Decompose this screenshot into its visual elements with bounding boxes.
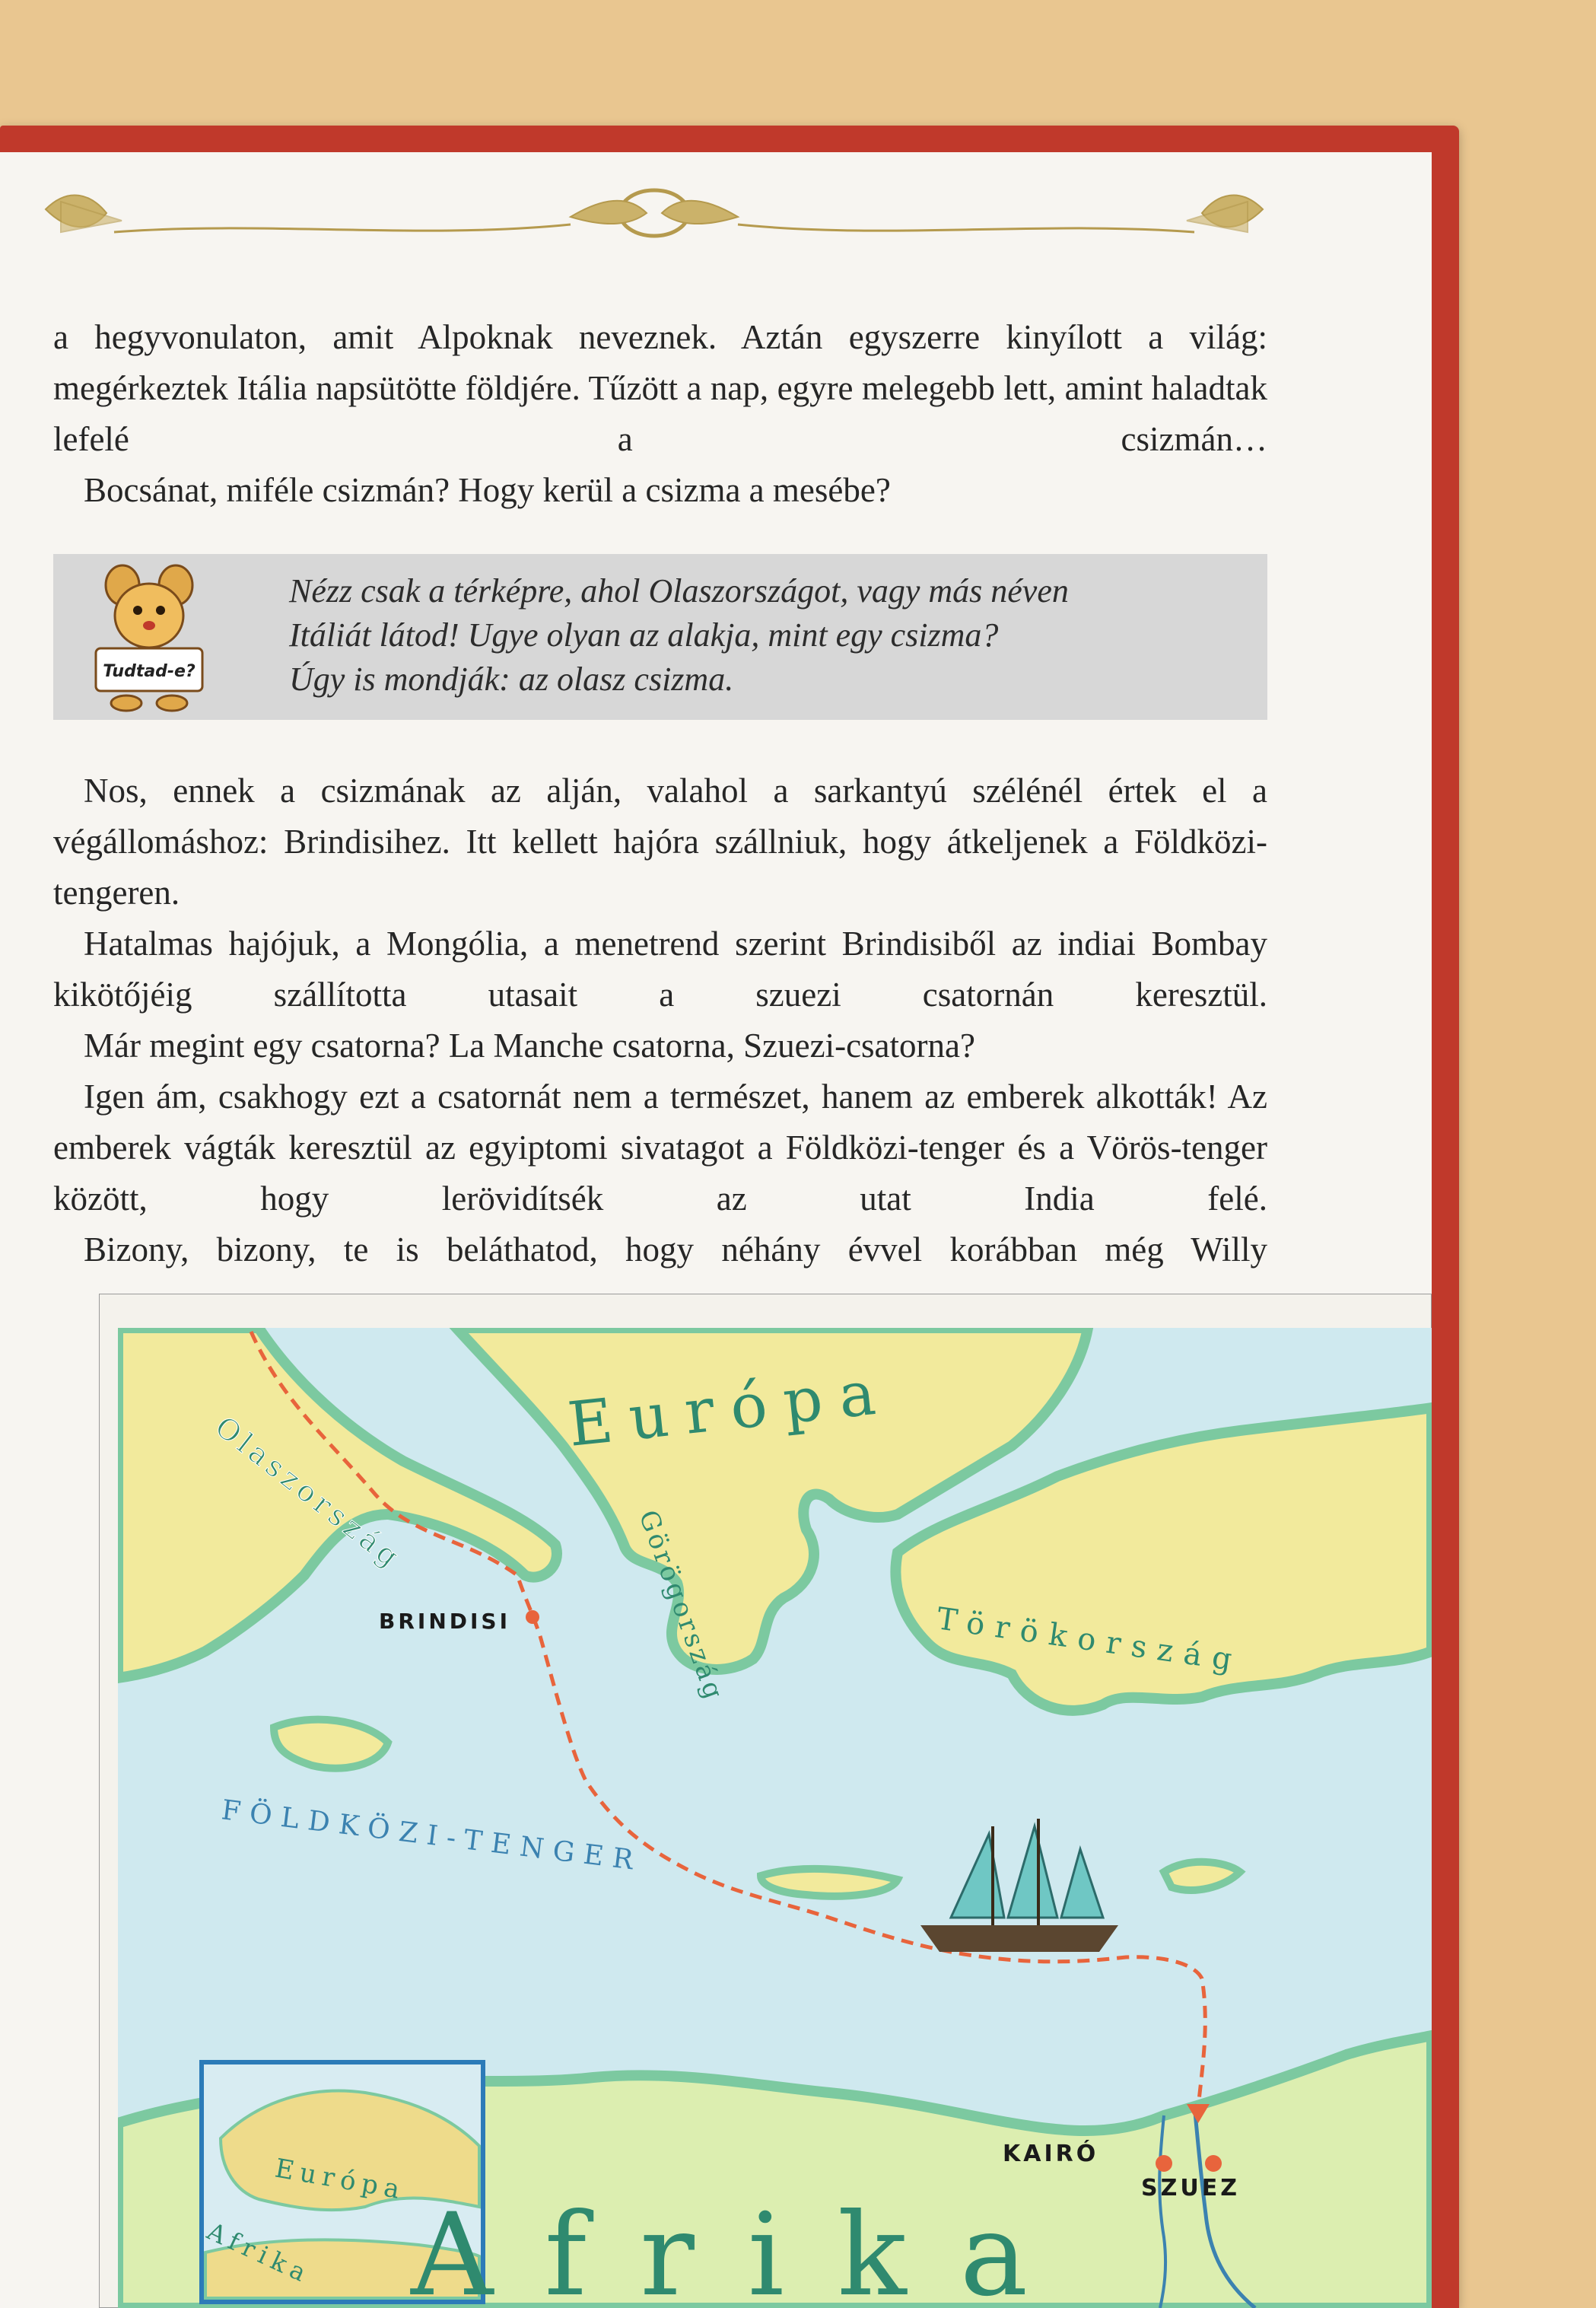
paragraph: Hatalmas hajójuk, a Mongólia, a menetrend szerint Brindisiből az indiai Bombay kikötőjéig szállította utasait a szuezi csatornán keresztül. [53,925,1267,1014]
inset-label-afrika: Afrika [202,2216,316,2290]
tip-line: Nézz csak a térképre, ahol Olaszországot, vagy más néven [289,572,1069,610]
label-olaszorszag: Olaszország [208,1409,409,1577]
badge-label: Tudtad-e? [103,662,196,681]
did-you-know-box [53,554,1267,720]
inset-label-europa: Európa [272,2153,409,2206]
mediterranean-map [99,1294,1432,2308]
tip-line: Itáliát látod! Ugye olyan az alakja, mint egy csizma? [289,616,999,654]
label-europa: Európa [564,1355,895,1460]
label-kairo: KAIRÓ [1003,2141,1099,2167]
label-foldkozi-tenger: FÖLDKÖZI-TENGER [219,1794,644,1877]
intro-text [53,312,1267,516]
decorative-header-ornament [38,179,1270,247]
label-afrika: Afrika [411,2189,1082,2308]
tip-text [289,569,1069,702]
label-gorogorszag: Görögország [632,1506,730,1706]
paragraph: Bocsánat, miféle csizmán? Hogy kerül a csizma a mesébe? [84,471,891,509]
paragraph: Nos, ennek a csizmának az alján, valahol a sarkantyú szélénél értek el a végállomáshoz: Brindisihez. Itt kellett hajóra szállniuk, hogy átkeljenek a Földközi-tengeren. [53,772,1267,912]
paragraph: Bizony, bizony, te is beláthatod, hogy néhány évvel korábban még Willy [84,1230,1267,1269]
story-text [53,766,1267,1275]
paragraph: Már megint egy csatorna? La Manche csatorna, Szuezi-csatorna? [84,1027,975,1065]
label-szuez: SZUEZ [1141,2175,1240,2201]
tip-line: Úgy is mondják: az olasz csizma. [289,661,734,698]
kairo-marker [1156,2155,1172,2172]
crete-landmass [761,1869,898,1896]
paragraph: Igen ám, csakhogy ezt a csatornát nem a természet, hanem az emberek alkották! Az emberek vágták keresztül az egyiptomi sivatagot a Földközi-tenger és a Vörös-tenger között, hogy lerövidítsék az utat India felé. [53,1078,1267,1218]
szuez-marker [1205,2155,1222,2172]
label-torokorszag: Törökország [934,1601,1245,1679]
brindisi-marker [526,1610,539,1624]
mouse-mascot-icon [81,559,218,715]
sicily-landmass [274,1720,388,1768]
label-brindisi: BRINDISI [379,1609,510,1634]
paragraph: a hegyvonulaton, amit Alpoknak neveznek. Aztán egyszerre kinyílott a világ: megérkeztek Itália napsütötte földjére. Tűzött a nap, egyre melegebb lett, amint haladtak lefelé a csizmán… [53,318,1267,458]
